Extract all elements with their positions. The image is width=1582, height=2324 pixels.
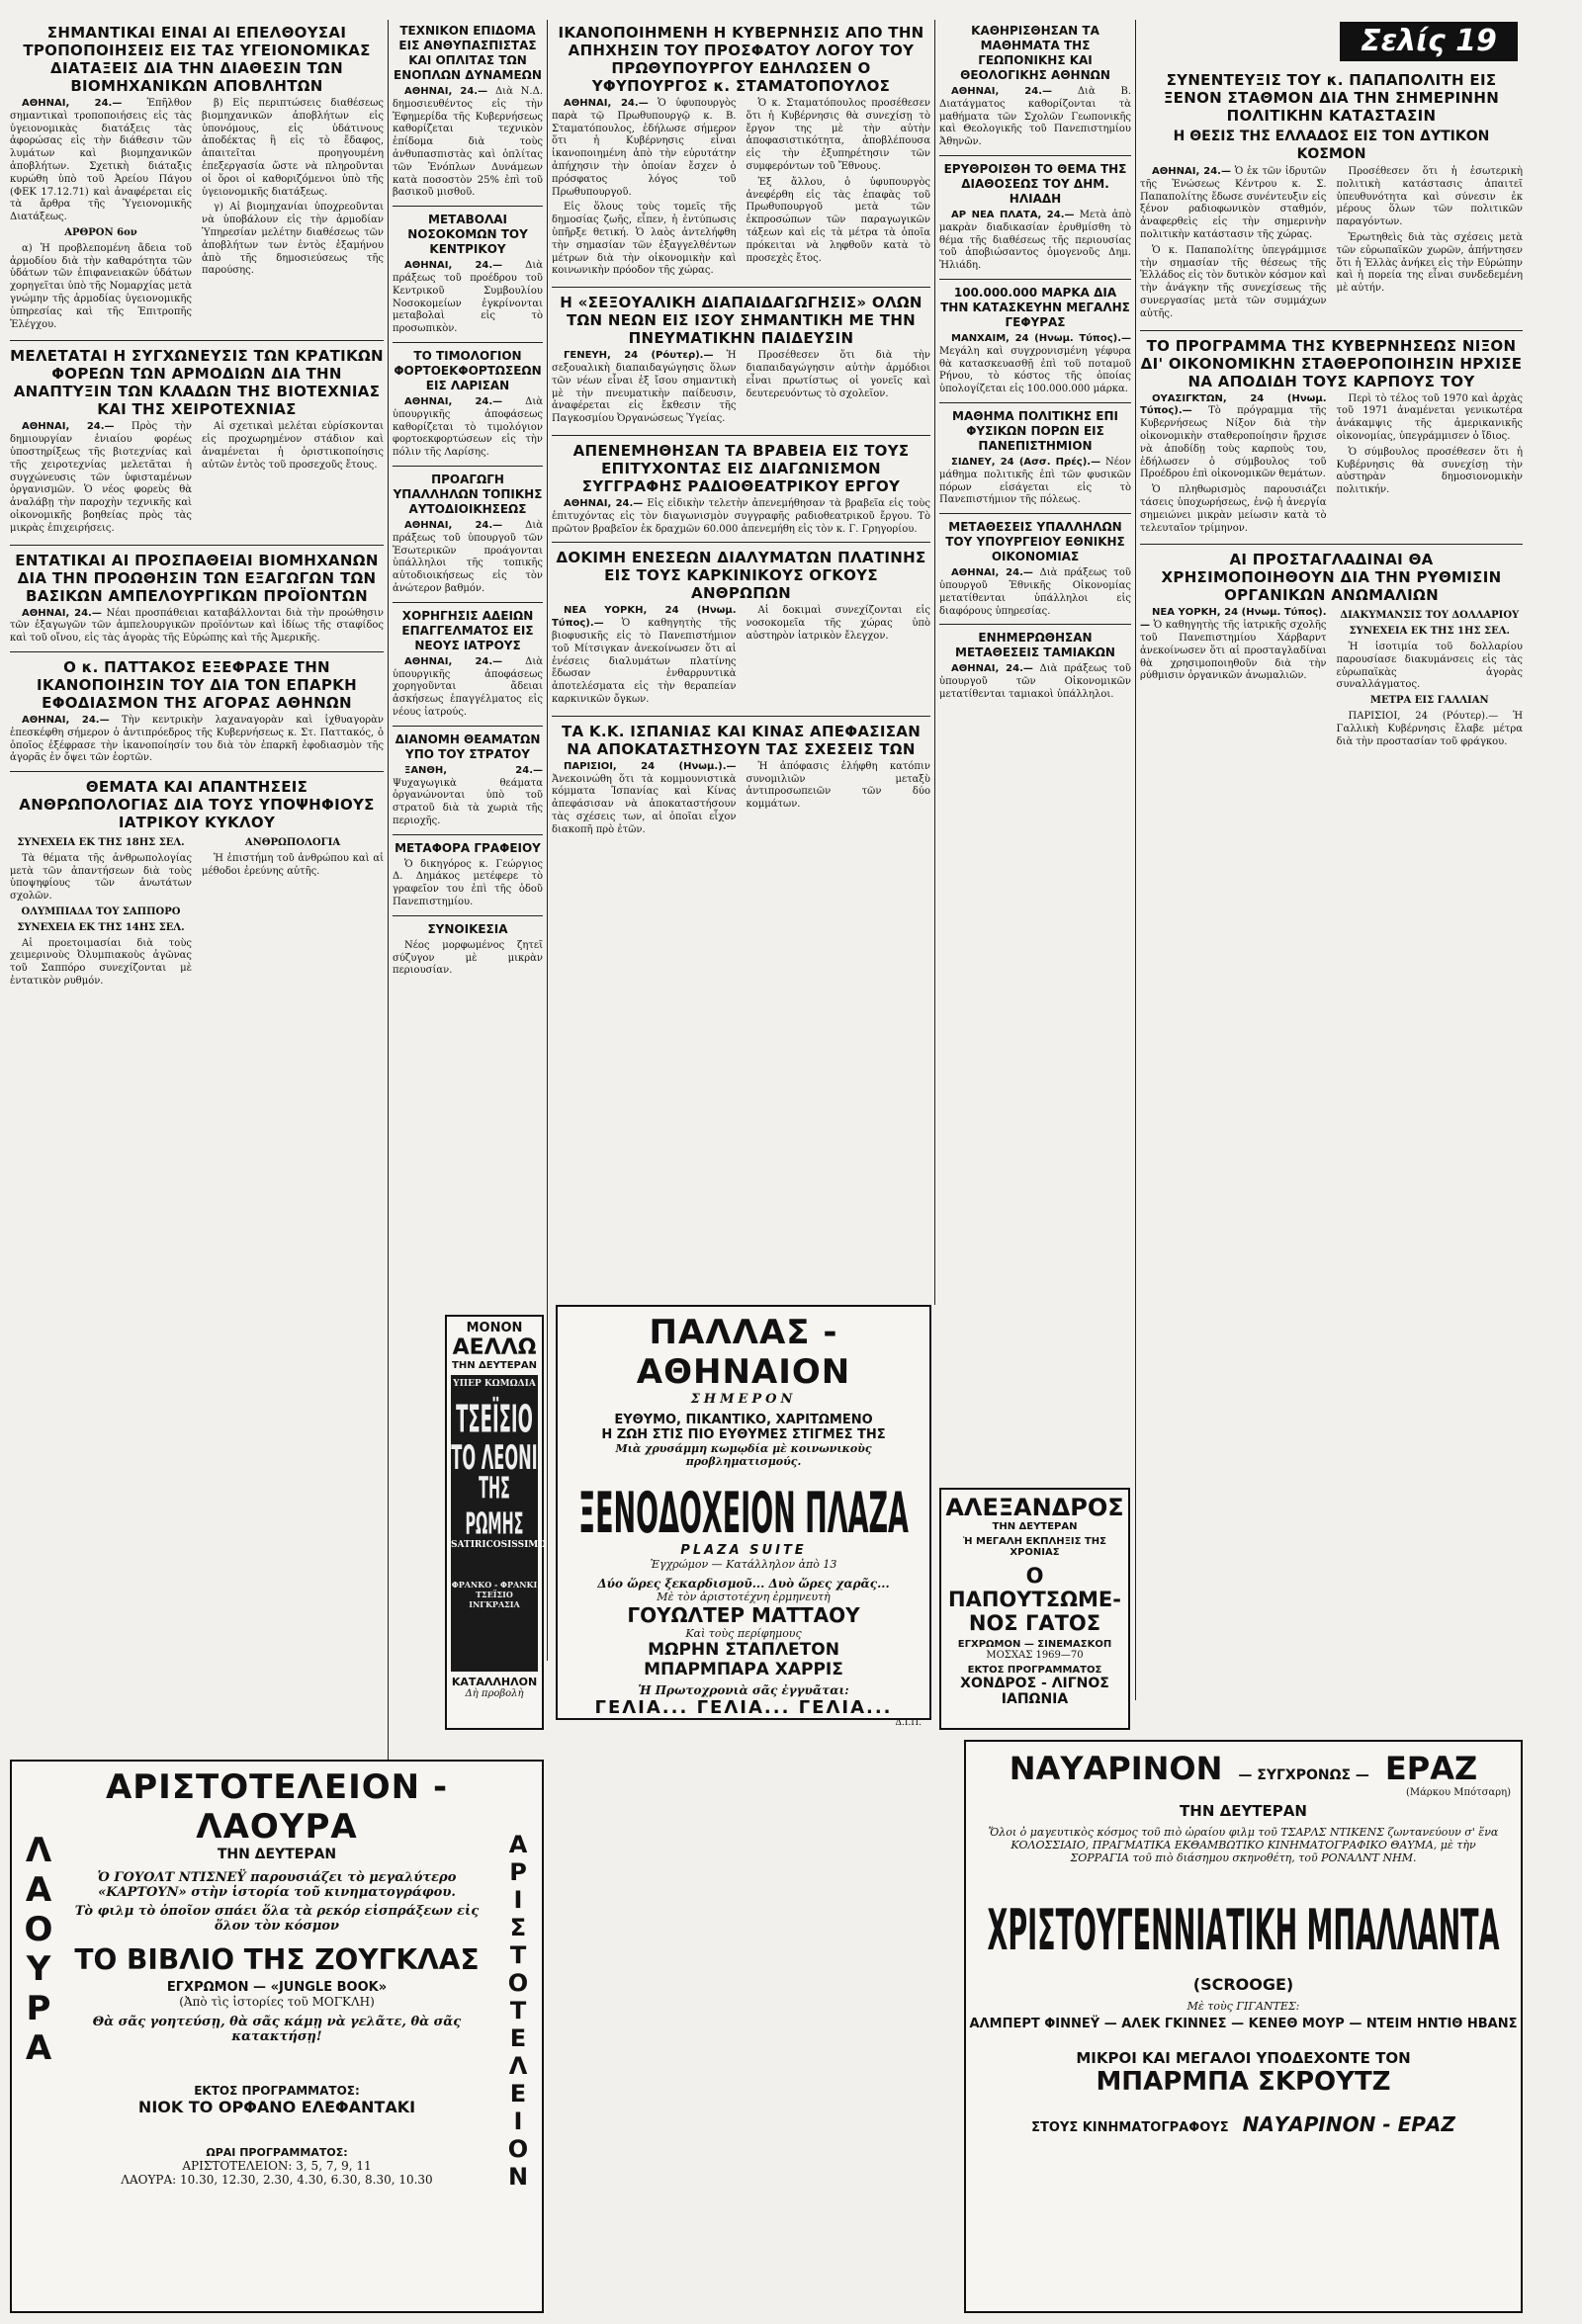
headline: ΑΠΕΝΕΜΗΘΗΣΑΝ ΤΑ ΒΡΑΒΕΙΑ ΕΙΣ ΤΟΥΣ ΕΠΙΤΥΧΟΝΤΑΣ ΕΙΣ ΔΙΑΓΩΝΙΣΜΟΝ ΣΥΓΓΡΑΦΗΣ ΡΑΔΙΟΘΕΑΤΡΙΚΟΥ ΕΡΓΟΥ bbox=[572, 441, 910, 495]
article-sex-education bbox=[552, 294, 930, 429]
ad-line: — ΣΥΓΧΡΟΝΩΣ — bbox=[1238, 1767, 1369, 1783]
notice-office-move bbox=[393, 841, 543, 909]
headline: ΣΥΝΕΝΤΕΥΞΙΣ ΤΟΥ κ. ΠΑΠΑΠΟΛΙΤΗ ΕΙΣ ΞΕΝΟΝ ΣΤΑΘΜΟΝ ΔΙΑ ΤΗΝ ΣΗΜΕΡΙΝΗΝ ΠΟΛΙΤΙΚΗΝ ΚΑΤΑΣΤΑΣΙΝ bbox=[1163, 71, 1500, 125]
dateline: ΝΕΑ ΥΟΡΚΗ, 24 (Ηνωμ. Τύπος).— bbox=[552, 605, 737, 630]
paragraph: Εἰς εἰδικὴν τελετὴν ἀπενεμήθησαν τὰ βραβεῖα εἰς τοὺς ἐπιτυχόντας εἰς τὸν διαγωνισμὸν συγγραφῆς ραδιοθεατρικοῦ ἔργου. Τὸ πρῶτον βραβεῖον ἐκ δραχμῶν 60.000 ἀπενεμήθη εἰς τὸν κ. Γ. Γρηγορίου. bbox=[552, 497, 930, 535]
dateline: ΑΘΗΝΑΙ, 24.— bbox=[564, 497, 644, 509]
dateline: ΑΡ ΝΕΑ ΠΛΑΤΑ, 24.— bbox=[951, 209, 1075, 220]
film-title: ΤΣΕΪΣΙΟ bbox=[456, 1396, 533, 1441]
article-geoponics-theology bbox=[939, 24, 1131, 149]
cinema-name: ΠΑΛΛΑΣ - ΑΘΗΝΑΙΟΝ bbox=[636, 1313, 851, 1392]
subheading: ΔΙΑΚΥΜΑΝΣΙΣ ΤΟΥ ΔΟΛΛΑΡΙΟΥ bbox=[1340, 610, 1520, 622]
headline: ΣΗΜΑΝΤΙΚΑΙ ΕΙΝΑΙ ΑΙ ΕΠΕΛΘΟΥΣΑΙ ΤΡΟΠΟΠΟΙΗΣΕΙΣ ΕΙΣ ΤΑΣ ΥΓΕΙΟΝΟΜΙΚΑΣ ΔΙΑΤΑΞΕΙΣ ΔΙΑ ΤΗΝ ΔΙΑΘΕΣΙΝ ΤΩΝ ΒΙΟΜΗΧΑΝΙΚΩΝ ΑΠΟΒΛΗΤΩΝ bbox=[23, 24, 371, 95]
vertical-cinema-name bbox=[18, 1831, 58, 2078]
paragraph: Ἀνεκοινώθη ὅτι τὰ κομμουνιστικὰ κόμματα Ἰσπανίας καὶ Κίνας ἀπεφάσισαν νὰ ἀποκαταστήσουν τὰς σχέσεις των, αἱ ὁποῖαι εἶχον διακοπῆ πρὸ ἐτῶν. bbox=[552, 773, 737, 835]
ad-line: Θὰ σᾶς γοητεύσῃ, θὰ σᾶς κάμῃ νὰ γελᾶτε, θὰ σᾶς κατακτήσῃ! bbox=[92, 2015, 462, 2044]
ad-line: ΕΥΘΥΜΟ, ΠΙΚΑΝΤΙΚΟ, ΧΑΡΙΤΩΜΕΝΟ bbox=[614, 1413, 873, 1427]
paragraph: Ἡ ἐπιστήμη τοῦ ἀνθρώπου καὶ αἱ μέθοδοι ἐρεύνης αὐτῆς. bbox=[202, 852, 384, 877]
paragraph: Διὰ πράξεως τοῦ προέδρου τοῦ Κεντρικοῦ Συμβουλίου Νοσοκομείων ἐγκρίνονται μεταβολαὶ εἰς τὸ προσωπικὸν. bbox=[393, 260, 543, 335]
cinema-name: ΑΛΕΞΑΝΔΡΟΣ bbox=[945, 1494, 1124, 1521]
dateline: ΑΘΗΝΑΙ, 24.— bbox=[951, 86, 1053, 97]
ad-line: Ἡ Πρωτοχρονιὰ σᾶς ἐγγυᾶται: bbox=[638, 1683, 849, 1697]
ad-line: PLAZA SUITE bbox=[680, 1543, 807, 1558]
cinema-name: ΑΡΙΣΤΟΤΕΛΕΙΟΝ - ΛΑΟΥΡΑ bbox=[105, 1767, 449, 1847]
ad-line: ΣΤΟΥΣ ΚΙΝΗΜΑΤΟΓΡΑΦΟΥΣ bbox=[1031, 2120, 1229, 2135]
ad-line: Ἡ ΜΕΓΑΛΗ ΕΚΠΛΗΞΙΣ ΤΗΣ ΧΡΟΝΙΑΣ bbox=[963, 1536, 1106, 1558]
article-radio-drama-awards bbox=[552, 442, 930, 536]
ad-line: Μιὰ χρυσάμμη κωμῳδία μὲ κοινωνικοὺς προβληματισμούς. bbox=[615, 1442, 872, 1468]
paragraph: Τὸ πρόγραμμα τῆς Κυβερνήσεως Νίξον διὰ τὴν οἰκονομικὴν σταθεροποίησιν ἤρχισε νὰ ἀποδίδῃ τοὺς καρποὺς του, ἐδήλωσεν ὁ σύμβουλος τοῦ Προέδρου ἐπὶ οἰκονομικῶν θεμάτων. bbox=[1140, 405, 1327, 480]
headline: 100.000.000 ΜΑΡΚΑ ΔΙΑ ΤΗΝ ΚΑΤΑΣΚΕΥΗΝ ΜΕΓΑΛΗΣ ΓΕΦΥΡΑΣ bbox=[940, 285, 1130, 329]
dateline: ΝΕΑ ΥΟΡΚΗ, 24 (Ηνωμ. Τύπος).— bbox=[1140, 607, 1327, 632]
ad-line: ΤΗΝ ΔΕΥΤΕΡΑΝ bbox=[452, 1360, 537, 1371]
ad-line: Η ΖΩΗ ΣΤΙΣ ΠΙΟ ΕΥΘΥΜΕΣ ΣΤΙΓΜΕΣ ΤΗΣ bbox=[601, 1427, 886, 1442]
film-title: ΤΗΣ ΡΩΜΗΣ bbox=[465, 1469, 524, 1542]
dateline: ΑΘΗΝΑΙ, 24.— bbox=[404, 395, 503, 407]
article-papapolitis-interview bbox=[1140, 71, 1523, 324]
ad-line: SATIRICOSISSIMO bbox=[451, 1540, 547, 1550]
ad-line: ΕΚΤΟΣ ΠΡΟΓΡΑΜΜΑΤΟΣ bbox=[967, 1665, 1102, 1676]
ad-line: Ὁ ΓΟΥΟΛΤ ΝΤΙΣΝΕΫ παρουσιάζει τὸ μεγαλύτερο «ΚΑΡΤΟΥΝ» στὴν ἱστορία τοῦ κινηματογράφου. bbox=[97, 1870, 457, 1900]
paragraph: Ἡ ἰσοτιμία τοῦ δολλαρίου παρουσίασε διακυμάνσεις εἰς τὰς εὐρωπαϊκὰς ἀγορὰς συναλλάγματος. bbox=[1336, 641, 1523, 691]
headline: ΤΑ Κ.Κ. ΙΣΠΑΝΙΑΣ ΚΑΙ ΚΙΝΑΣ ΑΠΕΦΑΣΙΣΑΝ ΝΑ ΑΠΟΚΑΤΑΣΤΗΣΟΥΝ ΤΑΣ ΣΧΕΣΕΙΣ ΤΩΝ bbox=[561, 722, 922, 758]
headline: ΤΟ ΠΡΟΓΡΑΜΜΑ ΤΗΣ ΚΥΒΕΡΝΗΣΕΩΣ ΝΙΞΟΝ ΔΙ' ΟΙΚΟΝΟΜΙΚΗΝ ΣΤΑΘΕΡΟΠΟΙΗΣΙΝ ΗΡΧΙΣΕ ΝΑ ΑΠΟΔΙΔΗ ΤΟΥΣ ΚΑΡΠΟΥΣ ΤΟΥ bbox=[1140, 336, 1523, 390]
paragraph: Ὁ ὑφυπουργὸς παρὰ τῷ Πρωθυπουργῷ κ. Β. Σταματόπουλος, ἐδήλωσε σήμερον ὅτι ἡ Κυβέρνησις εἶναι ἱκανοποιημένη ἀπὸ τὴν εὐρυτάτην ἀπήχησιν τὴν ὁποίαν ἔσχεν ὁ πρόσφατος λόγος τοῦ Πρωθυπουργοῦ. bbox=[552, 98, 737, 198]
article-platinum-cancer bbox=[552, 549, 930, 709]
ad-line: Καὶ τοὺς περίφημους bbox=[685, 1627, 802, 1640]
cinema-name: ΝΑΥΑΡΙΝΟΝ - ΕΡΑΖ bbox=[1242, 2112, 1455, 2136]
cinema-name: ΑΕΛΛΩ bbox=[452, 1335, 537, 1360]
headline: ΤΕΧΝΙΚΟΝ ΕΠΙΔΟΜΑ ΕΙΣ ΑΝΘΥΠΑΣΠΙΣΤΑΣ ΚΑΙ ΟΠΛΙΤΑΣ ΤΩΝ ΕΝΟΠΛΩΝ ΔΥΝΑΜΕΩΝ bbox=[394, 24, 542, 82]
dateline: ΑΘΗΝΑΙ, 24.— bbox=[951, 663, 1033, 675]
ad-line: ΤΣΕΪΣΙΟ ΙΝΓΚΡΑΣΙΑ bbox=[469, 1590, 520, 1609]
paragraph: Ὁ κ. Παπαπολίτης ὑπεγράμμισε τὴν σημασίαν τῆς θέσεως τῆς Ἑλλάδος εἰς τὸν δυτικὸν κόσμον καὶ τὴν ἀνάγκην τῆς συνεχίσεως τῆς συνεργασίας μετὰ τῶν συμμάχων αὐτῆς. bbox=[1140, 244, 1327, 319]
paragraph: Περὶ τὸ τέλος τοῦ 1970 καὶ ἀρχὰς τοῦ 1971 ἀναμένεται γενικωτέρα ἀνάκαμψις τῆς ἀμερικανικῆς οἰκονομίας, ὑπεγράμμισεν ὁ ἴδιος. bbox=[1336, 392, 1523, 442]
ad-line: ΤΗΝ ΔΕΥΤΕΡΑΝ bbox=[992, 1521, 1078, 1532]
ad-line: ΩΡΑΙ ΠΡΟΓΡΑΜΜΑΤΟΣ: bbox=[206, 2146, 348, 2159]
headline: ΔΟΚΙΜΗ ΕΝΕΣΕΩΝ ΔΙΑΛΥΜΑΤΩΝ ΠΛΑΤΙΝΗΣ ΕΙΣ ΤΟΥΣ ΚΑΡΚΙΝΙΚΟΥΣ ΟΓΚΟΥΣ ΑΝΘΡΩΠΩΝ bbox=[556, 549, 926, 603]
paragraph: Διὰ πράξεως τοῦ ὑπουργοῦ τῶν Ἐσωτερικῶν προάγονται ὑπάλληλοι τῆς τοπικῆς αὐτοδιοικήσεως εἰς τὸν ἀνώτερον βαθμόν. bbox=[393, 519, 543, 594]
headline: ΕΡΥΘΡΟΙΣΘΗ ΤΟ ΘΕΜΑ ΤΗΣ ΔΙΑΘΟΣΕΩΣ ΤΟΥ ΔΗΜ. ΗΛΙΑΔΗ bbox=[943, 161, 1127, 206]
headline: ΕΝΤΑΤΙΚΑΙ ΑΙ ΠΡΟΣΠΑΘΕΙΑΙ ΒΙΟΜΗΧΑΝΩΝ ΔΙΑ ΤΗΝ ΠΡΟΩΘΗΣΙΝ ΤΩΝ ΕΞΑΓΩΓΩΝ ΤΩΝ ΒΑΣΙΚΩΝ ΑΜΠΕΛΟΥΡΓΙΚΩΝ ΠΡΟΪΟΝΤΩΝ bbox=[15, 551, 379, 605]
headline: ΚΑΘΗΡΙΣΘΗΣΑΝ ΤΑ ΜΑΘΗΜΑΤΑ ΤΗΣ ΓΕΩΠΟΝΙΚΗΣ ΚΑΙ ΘΕΟΛΟΓΙΚΗΣ ΑΘΗΝΩΝ bbox=[960, 24, 1110, 82]
headline: ΜΑΘΗΜΑ ΠΟΛΙΤΙΚΗΣ ΕΠΙ ΦΥΣΙΚΩΝ ΠΟΡΩΝ ΕΙΣ ΠΑΝΕΠΙΣΤΗΜΙΟΝ bbox=[952, 408, 1118, 453]
ad-line: Τὸ φιλμ τὸ ὁποῖον σπάει ὅλα τὰ ρεκόρ εἰσπράξεων εἰς ὅλον τὸν κόσμον bbox=[74, 1904, 480, 1934]
film-title: ΜΠΑΡΜΠΑ ΣΚΡΟΥΤΖ bbox=[1096, 2067, 1391, 2097]
article-wine-exports bbox=[10, 552, 384, 646]
ad-line: (Μάρκου Μπότσαρη) bbox=[1405, 1787, 1511, 1798]
paragraph: Τὴν κεντρικὴν λαχαναγορὰν καὶ ἰχθυαγορὰν ἐπεσκέφθη σήμερον ὁ ἀντιπρόεδρος τῆς Κυβερνήσεως κ. Στ. Παττακός, ὁ ὁποῖος ἐξέφρασε τὴν ἱκανοποίησίν του διὰ τὸν ἐπαρκῆ ἐφοδιασμὸν τῆς ἀγορᾶς ἐν ὄψει τῶν ἑορτῶν. bbox=[10, 714, 384, 764]
paragraph: Διὰ Ν.Δ. δημοσιευθέντος εἰς τὴν Ἐφημερίδα τῆς Κυβερνήσεως καθορίζεται τεχνικὸν ἐπίδομα διὰ τοὺς ἀνθυπασπιστὰς καὶ ὁπλίτας τῶν Ἐνόπλων Δυνάμεων κατὰ ποσοστὸν 25% ἐπὶ τοῦ βασικοῦ μισθοῦ. bbox=[393, 86, 543, 199]
subheading: ΑΝΘΡΩΠΟΛΟΓΙΑ bbox=[244, 837, 341, 849]
article-doctors-licences bbox=[393, 609, 543, 720]
ad-line: ΕΚΤΟΣ ΠΡΟΓΡΑΜΜΑΤΟΣ: bbox=[194, 2084, 360, 2098]
vertical-cinema-name bbox=[500, 1831, 536, 2198]
headline: ΙΚΑΝΟΠΟΙΗΜΕΝΗ Η ΚΥΒΕΡΝΗΣΙΣ ΑΠΟ ΤΗΝ ΑΠΗΧΗΣΙΝ ΤΟΥ ΠΡΟΣΦΑΤΟΥ ΛΟΓΟΥ ΤΟΥ ΠΡΩΘΥΠΟΥΡΓΟΥ ΕΔΗΛΩΣΕΝ Ο ΥΦΥΠΟΥΡΓΟΣ κ. ΣΤΑΜΑΤΟΠΟΥΛΟΣ bbox=[558, 24, 924, 95]
ad-line: ΣΗΜΕΡΟΝ bbox=[690, 1392, 797, 1407]
actor-name: ΜΩΡΗΝ ΣΤΑΠΛΕΤΟΝ bbox=[648, 1640, 839, 1660]
ad-line: ΤΗΝ ΔΕΥΤΕΡΑΝ bbox=[1180, 1802, 1307, 1820]
ad-line: (Ἀπὸ τὶς ἱστορίες τοῦ ΜΟΓΚΛΗ) bbox=[179, 1995, 375, 2009]
dateline: ΑΘΗΝΑΙ, 24.— bbox=[404, 655, 503, 667]
dateline: ΜΑΝΧΑΙΜ, 24 (Ηνωμ. Τύπος).— bbox=[951, 332, 1131, 344]
subheading: ΜΕΤΡΑ ΕΙΣ ΓΑΛΛΙΑΝ bbox=[1369, 695, 1489, 707]
film-title: ΧΡΙΣΤΟΥΓΕΝΝΙΑΤΙΚΗ ΜΠΑΛΛΑΝΤΑ bbox=[987, 1898, 1500, 1965]
dateline: ΑΘΗΝΑΙ, 24.— bbox=[404, 519, 503, 531]
article-economy-transfers bbox=[939, 520, 1131, 618]
paragraph: Διὰ ὑπουργικῆς ἀποφάσεως χορηγοῦνται ἄδειαι ἀσκήσεως ἐπαγγέλματος εἰς νέους ἰατρούς. bbox=[393, 655, 543, 718]
cinema-name: ΝΑΥΑΡΙΝΟΝ bbox=[1009, 1750, 1223, 1787]
actor-name: ΜΠΑΡΜΠΑΡΑ ΧΑΡΡΙΣ bbox=[644, 1660, 843, 1679]
article-resources-course bbox=[939, 409, 1131, 507]
paragraph: Αἱ προετοιμασίαι διὰ τοὺς χειμερινοὺς Ὀλυμπιακοὺς ἀγῶνας τοῦ Σαππόρο συνεχίζονται μὲ ἐντατικὸν ρυθμόν. bbox=[10, 937, 192, 988]
cinema-ad-pallas bbox=[556, 1305, 931, 1728]
paragraph: Ἐρωτηθεὶς διὰ τὰς σχέσεις μετὰ τῶν εὐρωπαϊκῶν χωρῶν, ἀπήντησεν ὅτι ἡ Ἑλλὰς ἀνήκει εἰς τὴν Εὐρώπην καὶ ἡ πορεία της εἶναι συνδεδεμένη μὲ αὐτήν. bbox=[1336, 231, 1523, 295]
headline: ΜΕΤΑΘΕΣΕΙΣ ΥΠΑΛΛΗΛΩΝ ΤΟΥ ΥΠΟΥΡΓΕΙΟΥ ΕΘΝΙΚΗΣ ΟΙΚΟΝΟΜΙΑΣ bbox=[945, 520, 1125, 564]
headline: ΠΡΟΑΓΩΓΗ ΥΠΑΛΛΗΛΩΝ ΤΟΠΙΚΗΣ ΑΥΤΟΔΙΟΙΚΗΣΕΩΣ bbox=[393, 472, 543, 516]
notice-marriage bbox=[393, 922, 543, 978]
paragraph: Πρὸς τὴν δημιουργίαν ἑνιαίου φορέως ὑποστηρίξεως τῆς βιοτεχνίας καὶ τῆς χειροτεχνίας μελετᾶται ἡ συγχώνευσις τῶν ὑφισταμένων ὀργανισμῶν. Ὁ νέος φορεὺς θὰ ἀναλάβῃ τὴν παροχὴν τεχνικῆς καὶ οἰκονομικῆς βοηθείας πρὸς τὰς μικρὰς ἐπιχειρήσεις. bbox=[10, 421, 192, 534]
paragraph: Ἐξ ἄλλου, ὁ ὑφυπουργὸς ἀνεφέρθη εἰς τὰς ἐπαφὰς τοῦ Πρωθυπουργοῦ μετὰ τῶν ἐκπροσώπων τῶν παραγωγικῶν τάξεων καὶ εἰς τὰ μέτρα τὰ ὁποῖα πρόκειται νὰ ληφθοῦν κατὰ τὸ προσεχὲς ἔτος. bbox=[746, 176, 930, 264]
dateline: ΑΘΗΝΑΙ, 24.— bbox=[564, 98, 649, 109]
paragraph: Νέον μάθημα πολιτικῆς ἐπὶ τῶν φυσικῶν πόρων εἰσάγεται εἰς τὸ Πανεπιστήμιον τῆς πόλεως. bbox=[939, 456, 1131, 506]
paragraph: Ὁ καθηγητὴς τῆς βιοφυσικῆς εἰς τὸ Πανεπιστήμιον τοῦ Μίτσιγκαν ἀνεκοίνωσεν ὅτι αἱ ἐνέσεις διαλυμάτων πλατίνης ἔδωσαν ἐνθαρρυντικὰ ἀποτελέσματα εἰς τὴν θεραπείαν καρκινικῶν ὄγκων. bbox=[552, 618, 737, 705]
subheading: ΑΡΘΡΟΝ 6ον bbox=[64, 226, 137, 238]
paragraph: Αἱ σχετικαὶ μελέται εὑρίσκονται εἰς προχωρημένον στάδιον καὶ ἀναμένεται ἡ ὁριστικοποίησις αὐτῶν ἐντὸς τοῦ προσεχοῦς ἔτους. bbox=[202, 421, 384, 471]
paragraph: Αἱ δοκιμαὶ συνεχίζονται εἰς νοσοκομεῖα τῆς χώρας ὑπὸ αὐστηρὸν ἰατρικὸν ἔλεγχον. bbox=[746, 605, 930, 642]
article-sanitary-regulations bbox=[10, 24, 384, 334]
dateline: ΓΕΝΕΥΗ, 24 (Ρόυτερ).— bbox=[564, 350, 714, 362]
ad-line: Ὅλοι ὁ μαγευτικὸς κόσμος τοῦ πιὸ ὡραίου φιλμ τοῦ ΤΣΑΡΛΣ ΝΤΙΚΕΝΣ ζωντανεύουν σ' ἕνα ΚΟΛΟΣΣΙΑΙΟ, ΠΡΑΓΜΑΤΙΚΑ ΕΚΘΑΜΒΩΤΙΚΟ ΚΙΝΗΜΑΤΟΓΡΑΦΙΚΟ ΘΑΥΜΑ, μὲ τὴν ΣΟΡΡΑΓΙΑ τοῦ πιὸ διάσημου σκηνοθέτη, τοῦ ΡΟΝΑΛΝΤ ΝΗΜ. bbox=[988, 1826, 1499, 1864]
film-title: Ο ΠΑΠΟΥΤΣΩΜΕ- bbox=[948, 1564, 1121, 1611]
paragraph: Ἡ σεξουαλικὴ διαπαιδαγώγησις ὅλων τῶν νέων εἶναι ἐξ ἴσου σημαντικὴ μὲ τὴν πνευματικὴν παίδευσιν, ἀναφέρεται εἰς ἔκθεσιν τῆς Παγκοσμίου Ὀργανώσεως Ὑγείας. bbox=[552, 350, 737, 425]
article-army-shows bbox=[393, 732, 543, 828]
film-title: ΞΕΝΟΔΟΧΕΙΟΝ ΠΛΑΖΑ bbox=[578, 1481, 909, 1548]
paragraph: Ἡ ἀπόφασις ἐλήφθη κατόπιν συνομιλιῶν μεταξὺ ἀντιπροσωπειῶν τῶν δύο κομμάτων. bbox=[746, 760, 930, 811]
ad-line: Δ.Ι.Π. bbox=[895, 1718, 922, 1728]
paragraph: Ὁ δικηγόρος κ. Γεώργιος Δ. Δημάκος μετέφερε τὸ γραφεῖον του ἐπὶ τῆς ὁδοῦ Πανεπιστημίου. bbox=[393, 858, 543, 908]
article-spain-china-parties bbox=[552, 723, 930, 840]
article-local-gov-promotion bbox=[393, 473, 543, 596]
paragraph: Διὰ Β. Διατάγματος καθορίζονται τὰ μαθήματα τῶν Σχολῶν Γεωπονικῆς καὶ Θεολογικῆς τοῦ Πανεπιστημίου Ἀθηνῶν. bbox=[939, 86, 1132, 148]
ad-line: ΦΡΑΝΚΟ - ΦΡΑΝΚΙ bbox=[451, 1580, 538, 1590]
film-title: ΙΑΠΩΝΙΑ bbox=[1001, 1691, 1069, 1707]
paragraph: Προσέθεσεν ὅτι ἡ ἐσωτερικὴ πολιτικὴ κατάστασις ἀπαιτεῖ ὑπευθυνότητα καὶ σύνεσιν ἐκ μέρους ὅλων τῶν πολιτικῶν παραγόντων. bbox=[1336, 166, 1523, 228]
ad-line: ΚΑΤΑΛΛΗΛΟΝ bbox=[451, 1676, 538, 1688]
column-2 bbox=[393, 20, 543, 1315]
paragraph: Νέαι προσπάθειαι καταβάλλονται διὰ τὴν προώθησιν τῶν ἐξαγωγῶν τῶν ἀμπελουργικῶν προϊόντων καὶ ἰδίως τῆς σταφίδος καὶ τοῦ οἴνου, εἰς τὰς ἀγορὰς τῆς Εὐρώπης καὶ τῆς Ἀμερικῆς. bbox=[10, 607, 384, 645]
paragraph: Νέος μορφωμένος ζητεῖ σύζυγον μὲ μικρὰν περιουσίαν. bbox=[393, 939, 543, 977]
column-4 bbox=[939, 20, 1131, 1552]
paragraph: Ὁ πληθωρισμὸς παρουσιάζει τάσεις ὑποχωρήσεως, ἐνῷ ἡ ἀνεργία σημειώνει μικρὰν μείωσιν κατὰ τὸ τελευταῖον τρίμηνον. bbox=[1140, 484, 1327, 534]
headline: ΜΕΛΕΤΑΤΑΙ Η ΣΥΓΧΩΝΕΥΣΙΣ ΤΩΝ ΚΡΑΤΙΚΩΝ ΦΟΡΕΩΝ ΤΩΝ ΑΡΜΟΔΙΩΝ ΔΙΑ ΤΗΝ ΑΝΑΠΤΥΞΙΝ ΤΩΝ ΚΛΑΔΩΝ ΤΗΣ ΒΙΟΤΕΧΝΙΑΣ ΚΑΙ ΤΗΣ ΧΕΙΡΟΤΕΧΝΙΑΣ bbox=[10, 347, 384, 419]
ad-line: ΕΓΧΡΩΜΟΝ — ΣΙΝΕΜΑΣΚΟΠ bbox=[957, 1639, 1112, 1650]
actor-name: ΓΟΥΩΛΤΕΡ ΜΑΤΤΑΟΥ bbox=[627, 1603, 860, 1627]
film-title: ΤΟ ΛΕΟΝΙ bbox=[451, 1438, 538, 1479]
article-pattakos-market bbox=[10, 658, 384, 765]
article-anthropology-exams bbox=[10, 778, 384, 991]
film-title: ΝΟΣ ΓΑΤΟΣ bbox=[968, 1611, 1101, 1635]
article-government-satisfied bbox=[552, 24, 930, 281]
headline: ΣΥΝΟΙΚΕΣΙΑ bbox=[427, 921, 508, 936]
subheadline: Η ΘΕΣΙΣ ΤΗΣ ΕΛΛΑΔΟΣ ΕΙΣ ΤΟΝ ΔΥΤΙΚΟΝ ΚΟΣΜΟΝ bbox=[1173, 129, 1490, 162]
headline: Η «ΣΕΞΟΥΑΛΙΚΗ ΔΙΑΠΑΙΔΑΓΩΓΗΣΙΣ» ΟΛΩΝ ΤΩΝ ΝΕΩΝ ΕΙΣ ΙΣΟΥ ΣΗΜΑΝΤΙΚΗ ΜΕ ΤΗΝ ΠΝΕΥΜΑΤΙΚΗΝ ΠΑΙΔΕΥΣΙΝ bbox=[560, 294, 923, 348]
dateline: ΑΘΗΝΑΙ, 24.— bbox=[951, 567, 1033, 579]
headline: ΤΟ ΤΙΜΟΛΟΓΙΟΝ ΦΟΡΤΟΕΚΦΟΡΤΩΣΕΩΝ ΕΙΣ ΛΑΡΙΣΑΝ bbox=[394, 348, 542, 392]
paragraph: α) Ἡ προβλεπομένη ἄδεια τοῦ ἀρμοδίου διὰ τὴν καθαρότητα τῶν ὑδάτων τῶν ἐπιφανειακῶν ὑδάτων χορηγεῖται ὑπὸ τῆς Νομαρχίας μετὰ γνώμην τῆς ἁρμοδίας ὑγειονομικῆς ὑπηρεσίας καὶ τῆς Ἐπιτροπῆς Ἐλέγχου. bbox=[10, 242, 192, 330]
headline: ΘΕΜΑΤΑ ΚΑΙ ΑΠΑΝΤΗΣΕΙΣ ΑΝΘΡΩΠΟΛΟΓΙΑΣ ΔΙΑ ΤΟΥΣ ΥΠΟΨΗΦΙΟΥΣ ΙΑΤΡΙΚΟΥ ΚΥΚΛΟΥ bbox=[19, 778, 375, 832]
paragraph: Προσέθεσεν ὅτι διὰ τὴν διαπαιδαγώγησιν αὐτὴν ἁρμόδιοι εἶναι πρωτίστως οἱ γονεῖς καὶ δευτερευόντως τὸ σχολεῖον. bbox=[746, 350, 930, 399]
paragraph: Διὰ πράξεως τοῦ ὑπουργοῦ τῶν Οἰκονομικῶν μετατίθενται ταμιακοὶ ὑπάλληλοι. bbox=[939, 663, 1131, 700]
continuation-note: ΣΥΝΕΧΕΙΑ ΕΚ ΤΗΣ 14ΗΣ ΣΕΛ. bbox=[17, 921, 185, 933]
dateline: ΣΙΔΝΕΥ, 24 (Ασσ. Πρές).— bbox=[951, 456, 1101, 468]
dateline: ΑΘΗΝΑΙ, 24.— bbox=[22, 607, 102, 619]
cinema-ad-alexandros bbox=[939, 1488, 1130, 1730]
cinema-ad-navarinon bbox=[964, 1740, 1523, 2313]
dateline: ΑΘΗΝΑΙ, 24.— bbox=[22, 714, 110, 726]
paragraph: Διὰ πράξεως τοῦ ὑπουργοῦ Ἐθνικῆς Οἰκονομίας μετατίθενται ὑπάλληλοι εἰς διαφόρους ὑπηρεσίας. bbox=[939, 567, 1131, 617]
ad-line: ΓΕΛΙΑ... ΓΕΛΙΑ... ΓΕΛΙΑ... bbox=[594, 1697, 893, 1718]
article-state-bodies-merger bbox=[10, 347, 384, 538]
ad-line: Μὲ τὸν ἀριστοτέχνη ἐρμηνευτὴ bbox=[657, 1591, 831, 1603]
ad-line: ΥΠΕΡ ΚΩΜΩΔΙΑ bbox=[453, 1379, 536, 1389]
film-subtitle: (SCROOGE) bbox=[1192, 1975, 1294, 1994]
paragraph: Ὁ ἐκ τῶν ἱδρυτῶν τῆς Ἑνώσεως Κέντρου κ. Σ. Παπαπολίτης ἔδωσε συνέντευξιν εἰς ξένον ραδιοφωνικὸν σταθμόν, ἀναφερθεὶς εἰς τὴν σημερινὴν πολιτικὴν κατάστασιν τῆς χώρας. bbox=[1140, 166, 1327, 240]
paragraph: Ψυχαγωγικὰ θεάματα ὀργανώνονται ὑπὸ τοῦ στρατοῦ διὰ τὰ χωριὰ τῆς περιοχῆς. bbox=[393, 777, 543, 826]
article-larisa-tariff bbox=[393, 349, 543, 460]
ad-line: Μὲ τοὺς ΓΙΓΑΝΤΕΣ: bbox=[1186, 2000, 1300, 2013]
column-rule bbox=[934, 20, 935, 1305]
headline: ΑΙ ΠΡΟΣΤΑΓΛΑΔΙΝΑΙ ΘΑ ΧΡΗΣΙΜΟΠΟΙΗΘΟΥΝ ΔΙΑ ΤΗΝ ΡΥΘΜΙΣΙΝ ΟΡΓΑΝΙΚΩΝ ΑΝΩΜΑΛΙΩΝ bbox=[1161, 551, 1502, 605]
column-1 bbox=[10, 20, 384, 1779]
dateline: ΑΘΗΝΑΙ, 24.— bbox=[404, 86, 488, 97]
article-treasury-transfers bbox=[939, 631, 1131, 701]
article-nixon-program bbox=[1140, 337, 1523, 539]
headline: ΕΝΗΜΕΡΩΘΗΣΑΝ ΜΕΤΑΘΕΣΕΙΣ ΤΑΜΙΑΚΩΝ bbox=[955, 631, 1115, 660]
paragraph: Τὰ θέματα τῆς ἀνθρωπολογίας μετὰ τῶν ἀπαντήσεων διὰ τοὺς ὑποψηφίους τῶν ἀνωτάτων σχολῶν. bbox=[10, 852, 192, 903]
headline: ΜΕΤΑΒΟΛΑΙ ΝΟΣΟΚΟΜΩΝ ΤΟΥ ΚΕΝΤΡΙΚΟΥ bbox=[407, 213, 528, 257]
article-bridge-marks bbox=[939, 286, 1131, 396]
ad-line: ΑΡΙΣΤΟΤΕΛΕΙΟΝ: 3, 5, 7, 9, 11 bbox=[182, 2159, 372, 2173]
column-rule bbox=[1135, 20, 1136, 1700]
dateline: ΠΑΡΙΣΙΟΙ, 24 (Ηνωμ.).— bbox=[564, 760, 737, 772]
film-title: ΧΟΝΔΡΟΣ - ΛΙΓΝΟΣ bbox=[960, 1676, 1109, 1691]
ad-line: ΤΗΝ ΔΕΥΤΕΡΑΝ bbox=[217, 1847, 337, 1862]
column-rule bbox=[388, 20, 389, 1779]
dateline: ΑΘΗΝΑΙ, 24.— bbox=[1152, 166, 1231, 177]
cinema-name: ΕΡΑΖ bbox=[1384, 1750, 1478, 1787]
article-technical-allowance bbox=[393, 24, 543, 200]
article-nurses bbox=[393, 213, 543, 336]
paragraph: Ὁ σύμβουλος προσέθεσεν ὅτι ἡ Κυβέρνησις θὰ συνεχίσῃ τὴν αὐστηρὰν δημοσιονομικὴν πολιτικήν. bbox=[1336, 446, 1523, 496]
ad-line: Ἐγχρώμον — Κατάλληλον ἀπὸ 13 bbox=[650, 1558, 837, 1571]
paragraph: Ἐπῆλθον σημαντικαὶ τροποποιήσεις εἰς τὰς ὑγειονομικὰς διατάξεις τὰς ἀφορώσας εἰς τὴν διάθεσιν τῶν λυμάτων καὶ βιομηχανικῶν ἀποβλήτων. Σχετικὴ διάταξις κυρώθη ὑπὸ τοῦ Ἀρείου Πάγου (ΦΕΚ 17.12.71) καὶ ἀναφέρεται εἰς τὰ ἄρθρα τῆς Ὑγειονομικῆς Διατάξεως. bbox=[10, 98, 192, 223]
ad-line: ΜΟΝΟΝ bbox=[466, 1321, 523, 1335]
headline: ΜΕΤΑΦΟΡΑ ΓΡΑΦΕΙΟΥ bbox=[395, 840, 541, 855]
continuation-note: ΣΥΝΕΧΕΙΑ ΕΚ ΤΗΣ 1ΗΣ ΣΕΛ. bbox=[1349, 626, 1510, 638]
paragraph: Εἰς ὅλους τοὺς τομεῖς τῆς δημοσίας ζωῆς, εἶπεν, ἡ ἐντύπωσις ὑπῆρξε θετική. Ὁ λαὸς ἀντελήφθη τὴν σημασίαν τῶν ἐξαγγελθέντων μέτρων διὰ τὴν οἰκονομικὴν καὶ κοινωνικὴν πρόοδον τῆς χώρας. bbox=[552, 202, 737, 277]
ad-line: ΕΓΧΡΩΜΟΝ — «JUNGLE BOOK» bbox=[166, 1980, 388, 1995]
column-5 bbox=[1140, 67, 1523, 1748]
ad-line: Δὴ προβολὴ bbox=[465, 1688, 524, 1699]
article-iliadis-estate bbox=[939, 162, 1131, 273]
column-rule bbox=[547, 20, 548, 1661]
ad-line: Δύο ὥρες ξεκαρδισμοῦ... Δυὸ ὥρες χαρᾶς... bbox=[597, 1577, 890, 1591]
headline: ΧΟΡΗΓΗΣΙΣ ΑΔΕΙΩΝ ΕΠΑΓΓΕΛΜΑΤΟΣ ΕΙΣ ΝΕΟΥΣ ΙΑΤΡΟΥΣ bbox=[401, 608, 534, 652]
film-title: ΤΟ ΒΙΒΛΙΟ ΤΗΣ ΖΟΥΓΚΛΑΣ bbox=[74, 1943, 480, 1976]
dateline: ΑΘΗΝΑΙ, 24.— bbox=[22, 98, 123, 109]
ad-line: ΛΑΟΥΡΑ: 10.30, 12.30, 2.30, 4.30, 6.30, 8.30, 10.30 bbox=[121, 2173, 433, 2187]
paragraph: γ) Αἱ βιομηχανίαι ὑποχρεοῦνται νὰ ὑποβάλουν εἰς τὴν ἁρμοδίαν Ὑπηρεσίαν μελέτην διαθέσεως τῶν ἀποβλήτων των ἐντὸς ἑξαμήνου ἀπὸ τῆς δημοσιεύσεως τῆς παρούσης. bbox=[202, 202, 384, 277]
subheading: ΟΛΥΜΠΙΑΔΑ ΤΟΥ ΣΑΠΠΟΡΟ bbox=[21, 906, 181, 918]
cinema-ad-aello bbox=[445, 1315, 547, 1730]
cinema-ad-aristoteleion bbox=[10, 1760, 544, 2313]
film-title: ΝΙΟΚ ΤΟ ΟΡΦΑΝΟ ΕΛΕΦΑΝΤΑΚΙ bbox=[137, 2098, 416, 2116]
article-prostaglandins bbox=[1140, 551, 1523, 751]
continuation-note: ΣΥΝΕΧΕΙΑ ΕΚ ΤΗΣ 18ΗΣ ΣΕΛ. bbox=[17, 837, 185, 849]
actor-names: ΑΛΜΠΕΡΤ ΦΙΝΝΕΫ — ΑΛΕΚ ΓΚΙΝΝΕΣ — ΚΕΝΕΘ ΜΟΥΡ — ΝΤΕΙΜ ΗΝΤΙΘ ΗΒΑΝΣ bbox=[969, 2017, 1518, 2031]
paragraph: ΠΑΡΙΣΙΟΙ, 24 (Ρόυτερ).— Ἡ Γαλλικὴ Κυβέρνησις ἔλαβε μέτρα διὰ τὴν προστασίαν τοῦ φράγκου. bbox=[1336, 710, 1523, 747]
column-3 bbox=[552, 20, 930, 1305]
page-number: Σελίς 19 bbox=[1340, 22, 1518, 61]
dateline: ΞΑΝΘΗ, 24.— bbox=[404, 764, 543, 776]
dateline: ΑΘΗΝΑΙ, 24.— bbox=[22, 421, 115, 433]
paragraph: Διὰ ὑπουργικῆς ἀποφάσεως καθορίζεται τὸ τιμολόγιον φορτοεκφορτώσεων εἰς τὴν πόλιν τῆς Λαρίσης. bbox=[393, 395, 543, 459]
headline: ΔΙΑΝΟΜΗ ΘΕΑΜΑΤΩΝ ΥΠΟ ΤΟΥ ΣΤΡΑΤΟΥ bbox=[395, 732, 541, 761]
paragraph: Ὁ κ. Σταματόπουλος προσέθεσεν ὅτι ἡ Κυβέρνησις θὰ συνεχίσῃ τὸ ἔργον της μὲ τὴν αὐτὴν ἀποφασιστικότητα, ἀποβλέπουσα εἰς τὴν ἐξυπηρέτησιν τῶν συμφερόντων τοῦ Ἔθνους. bbox=[746, 98, 930, 172]
poster-image bbox=[451, 1375, 547, 1672]
ad-line: ΛΑΟΥΡΑ bbox=[19, 1831, 58, 2068]
ad-line: ΜΙΚΡΟΙ ΚΑΙ ΜΕΓΑΛΟΙ ΥΠΟΔΕΧΟΝΤΕ ΤΟΝ bbox=[1076, 2049, 1411, 2067]
ad-line: ΑΡΙΣΤΟΤΕΛΕΙΟΝ bbox=[504, 1831, 532, 2191]
dateline: ΟΥΑΣΙΓΚΤΩΝ, 24 (Ηνωμ. Τύπος).— bbox=[1140, 392, 1327, 417]
paragraph: Ὁ καθηγητὴς τῆς ἰατρικῆς σχολῆς τοῦ Πανεπιστημίου Χάρβαρντ ἀνεκοίνωσεν ὅτι αἱ προσταγλαδίναι θὰ χρησιμοποιηθοῦν διὰ τὴν ρύθμισιν ὀργανικῶν ἀνωμαλιῶν. bbox=[1140, 620, 1327, 682]
paragraph: Μεγάλη καὶ συγχρονισμένη γέφυρα θὰ κατασκευασθῇ ἐπὶ τοῦ ποταμοῦ Ρήνου, τὸ κόστος τῆς ὁποίας ὑπολογίζεται εἰς 100.000.000 μάρκα. bbox=[939, 345, 1131, 395]
headline: Ο κ. ΠΑΤΤΑΚΟΣ ΕΞΕΦΡΑΣΕ ΤΗΝ ΙΚΑΝΟΠΟΙΗΣΙΝ ΤΟΥ ΔΙΑ ΤΟΝ ΕΠΑΡΚΗ ΕΦΟΔΙΑΣΜΟΝ ΤΗΣ ΑΓΟΡΑΣ ΑΘΗΝΩΝ bbox=[37, 657, 357, 712]
paragraph: β) Εἰς περιπτώσεις διαθέσεως βιομηχανικῶν ἀποβλήτων εἰς ὑπονόμους, εἰς ὑδάτινους ἀποδέκτας ἢ εἰς τὸ ἔδαφος, ἀπαιτεῖται προηγουμένη ἐπεξεργασία ὥστε νὰ πληροῦνται οἱ ὅροι οἱ καθοριζόμενοι ὑπὸ τῆς ὑγειονομικῆς διατάξεως. bbox=[202, 98, 384, 198]
paragraph: Μετὰ ἀπὸ μακρὰν διαδικασίαν ἐρυθμίσθη τὸ θέμα τῆς διαθέσεως τῆς περιουσίας τοῦ ἀποβιώσαντος ὁμογενοῦς Δημ. Ἠλιάδη. bbox=[939, 209, 1132, 272]
ad-line: ΜΟΣΧΑΣ 1969—70 bbox=[986, 1650, 1084, 1661]
dateline: ΑΘΗΝΑΙ, 24.— bbox=[404, 260, 503, 272]
